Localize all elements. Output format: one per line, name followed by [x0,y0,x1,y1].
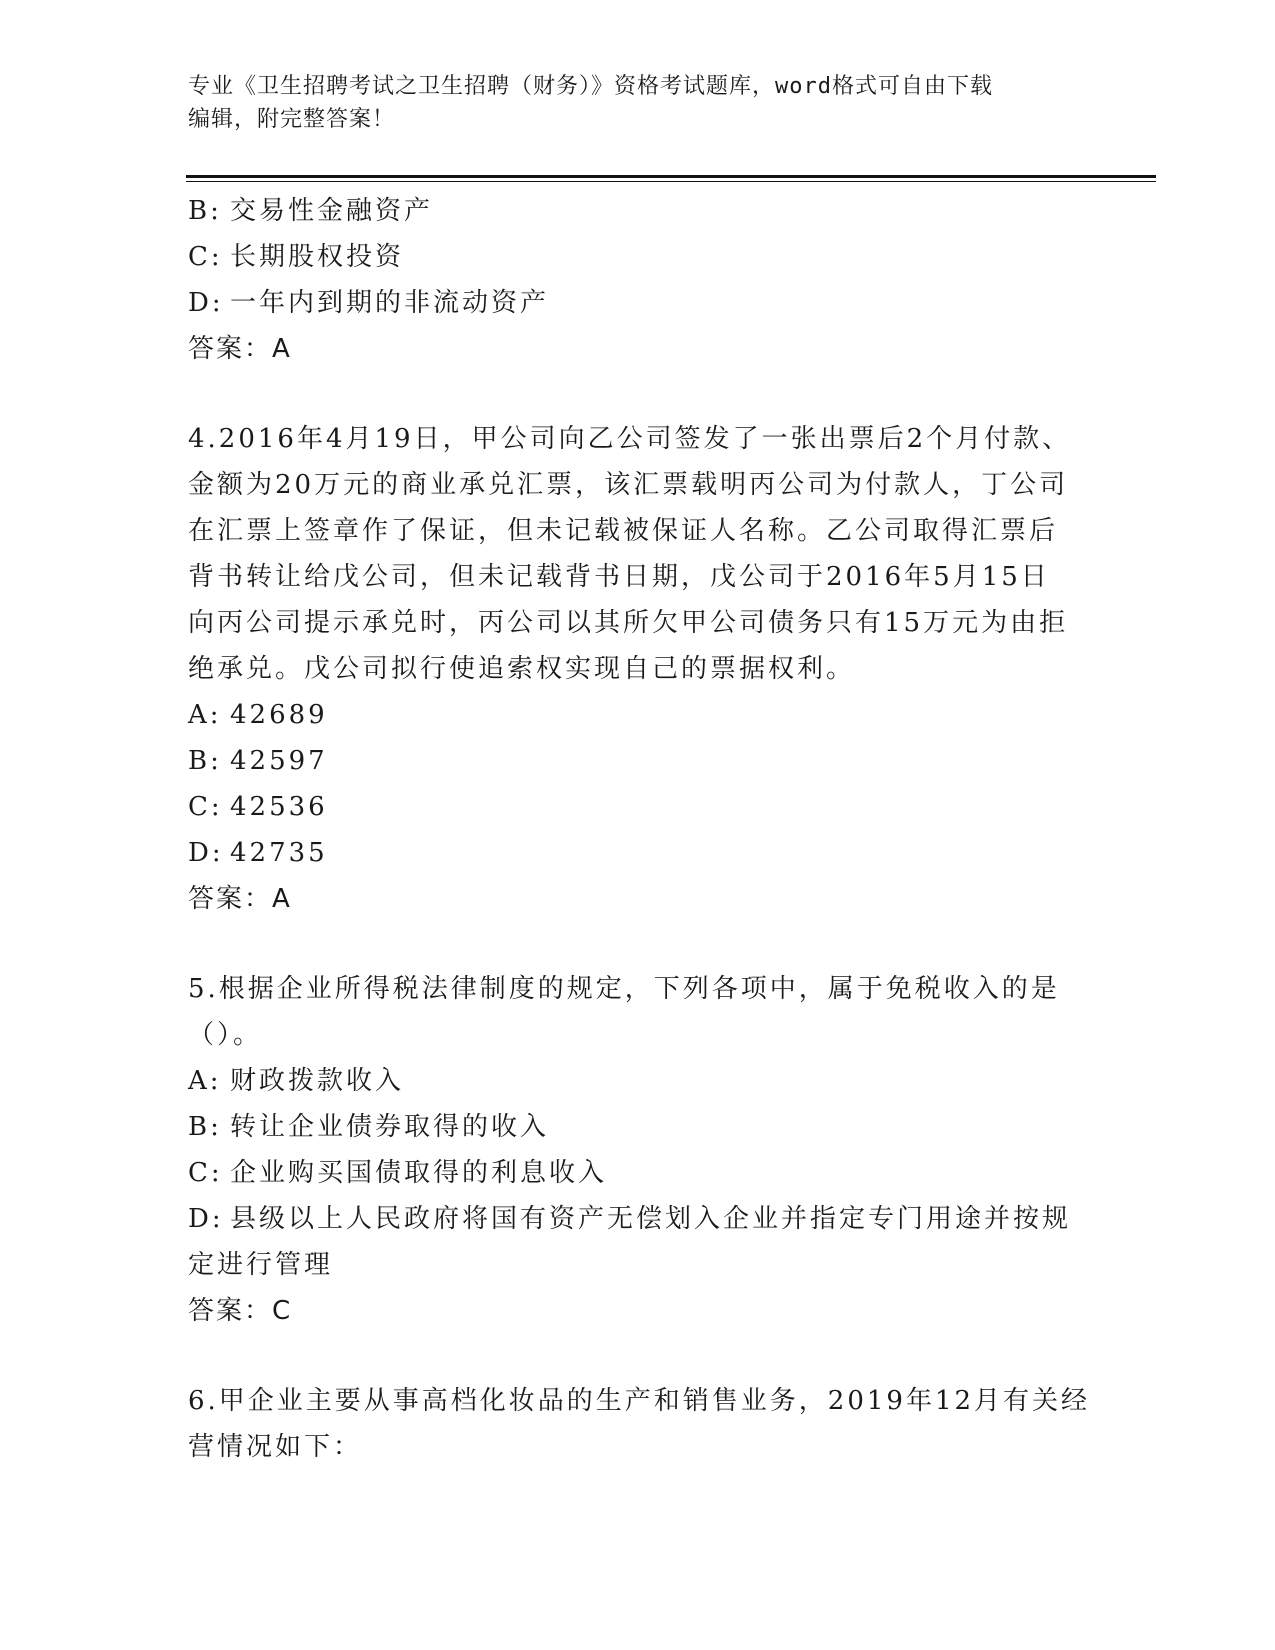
header-rule-thin [186,181,1156,182]
header-rule-thick [186,175,1156,178]
spacer [188,922,1088,966]
question-text-line: 向丙公司提示承兑时，丙公司以其所欠甲公司债务只有15万元为由拒 [188,608,1069,638]
option-d [188,830,1088,876]
option-label: D: [188,1204,224,1234]
question-6 [188,1378,1091,1470]
question-text-line: 营情况如下： [188,1432,363,1462]
answer: 答案：A [188,884,292,914]
answer: 答案：A [188,334,292,364]
question-4 [188,416,1088,922]
option-c [188,234,1088,280]
option-label: D: [188,838,224,868]
question-text-line: 6.甲企业主要从事高档化妆品的生产和销售业务，2019年12月有关经 [188,1386,1091,1416]
option-d-continuation: 定进行管理 [188,1250,334,1280]
question-text-line: 4.2016年4月19日，甲公司向乙公司签发了一张出票后2个月付款、 [188,424,1072,454]
option-b [188,1104,1088,1150]
option-label: C: [188,1158,223,1188]
question-text-line: 背书转让给戊公司，但未记载背书日期，戊公司于2016年5月15日 [188,562,1050,592]
option-text: 42536 [230,792,328,822]
option-text: 企业购买国债取得的利息收入 [230,1158,608,1188]
option-b [188,188,1088,234]
option-text: 县级以上人民政府将国有资产无偿划入企业并指定专门用途并按规 [230,1204,1072,1234]
option-text: 转让企业债券取得的收入 [230,1112,550,1142]
spacer [188,1334,1088,1378]
option-d [188,280,1088,326]
question-text-line: 在汇票上签章作了保证，但未记载被保证人名称。乙公司取得汇票后 [188,516,1059,546]
option-text: 财政拨款收入 [230,1066,405,1096]
question-text-line: 金额为20万元的商业承兑汇票，该汇票载明丙公司为付款人，丁公司 [188,470,1069,500]
question-text-line: 5.根据企业所得税法律制度的规定，下列各项中，属于免税收入的是 [188,974,1060,1004]
option-text: 长期股权投资 [230,242,405,272]
question-3 [188,188,1088,372]
option-d [188,1196,1088,1242]
option-label: C: [188,242,223,272]
option-text: 42735 [230,838,328,868]
document-body [188,188,1091,1470]
option-a [188,1058,1088,1104]
question-text-line: 绝承兑。戊公司拟行使追索权实现自己的票据权利。 [188,654,856,684]
answer: 答案：C [188,1296,293,1326]
option-text: 一年内到期的非流动资产 [230,288,550,318]
option-text: 交易性金融资产 [230,196,434,226]
option-c [188,784,1088,830]
option-label: B: [188,196,222,226]
option-label: C: [188,792,223,822]
question-text-line: （）。 [188,1020,263,1050]
header-line-2: 编辑，附完整答案！ [188,107,396,132]
document-header [188,70,1078,136]
option-c [188,1150,1088,1196]
option-text: 42689 [230,700,328,730]
option-label: B: [188,746,222,776]
option-label: D: [188,288,224,318]
option-b [188,738,1088,784]
question-5 [188,966,1088,1334]
spacer [188,372,1088,416]
option-label: A: [188,1066,222,1096]
header-line-1: 专业《卫生招聘考试之卫生招聘（财务）》资格考试题库，word格式可自由下载 [188,74,993,99]
option-label: A: [188,700,222,730]
option-label: B: [188,1112,222,1142]
option-text: 42597 [230,746,328,776]
option-a [188,692,1088,738]
